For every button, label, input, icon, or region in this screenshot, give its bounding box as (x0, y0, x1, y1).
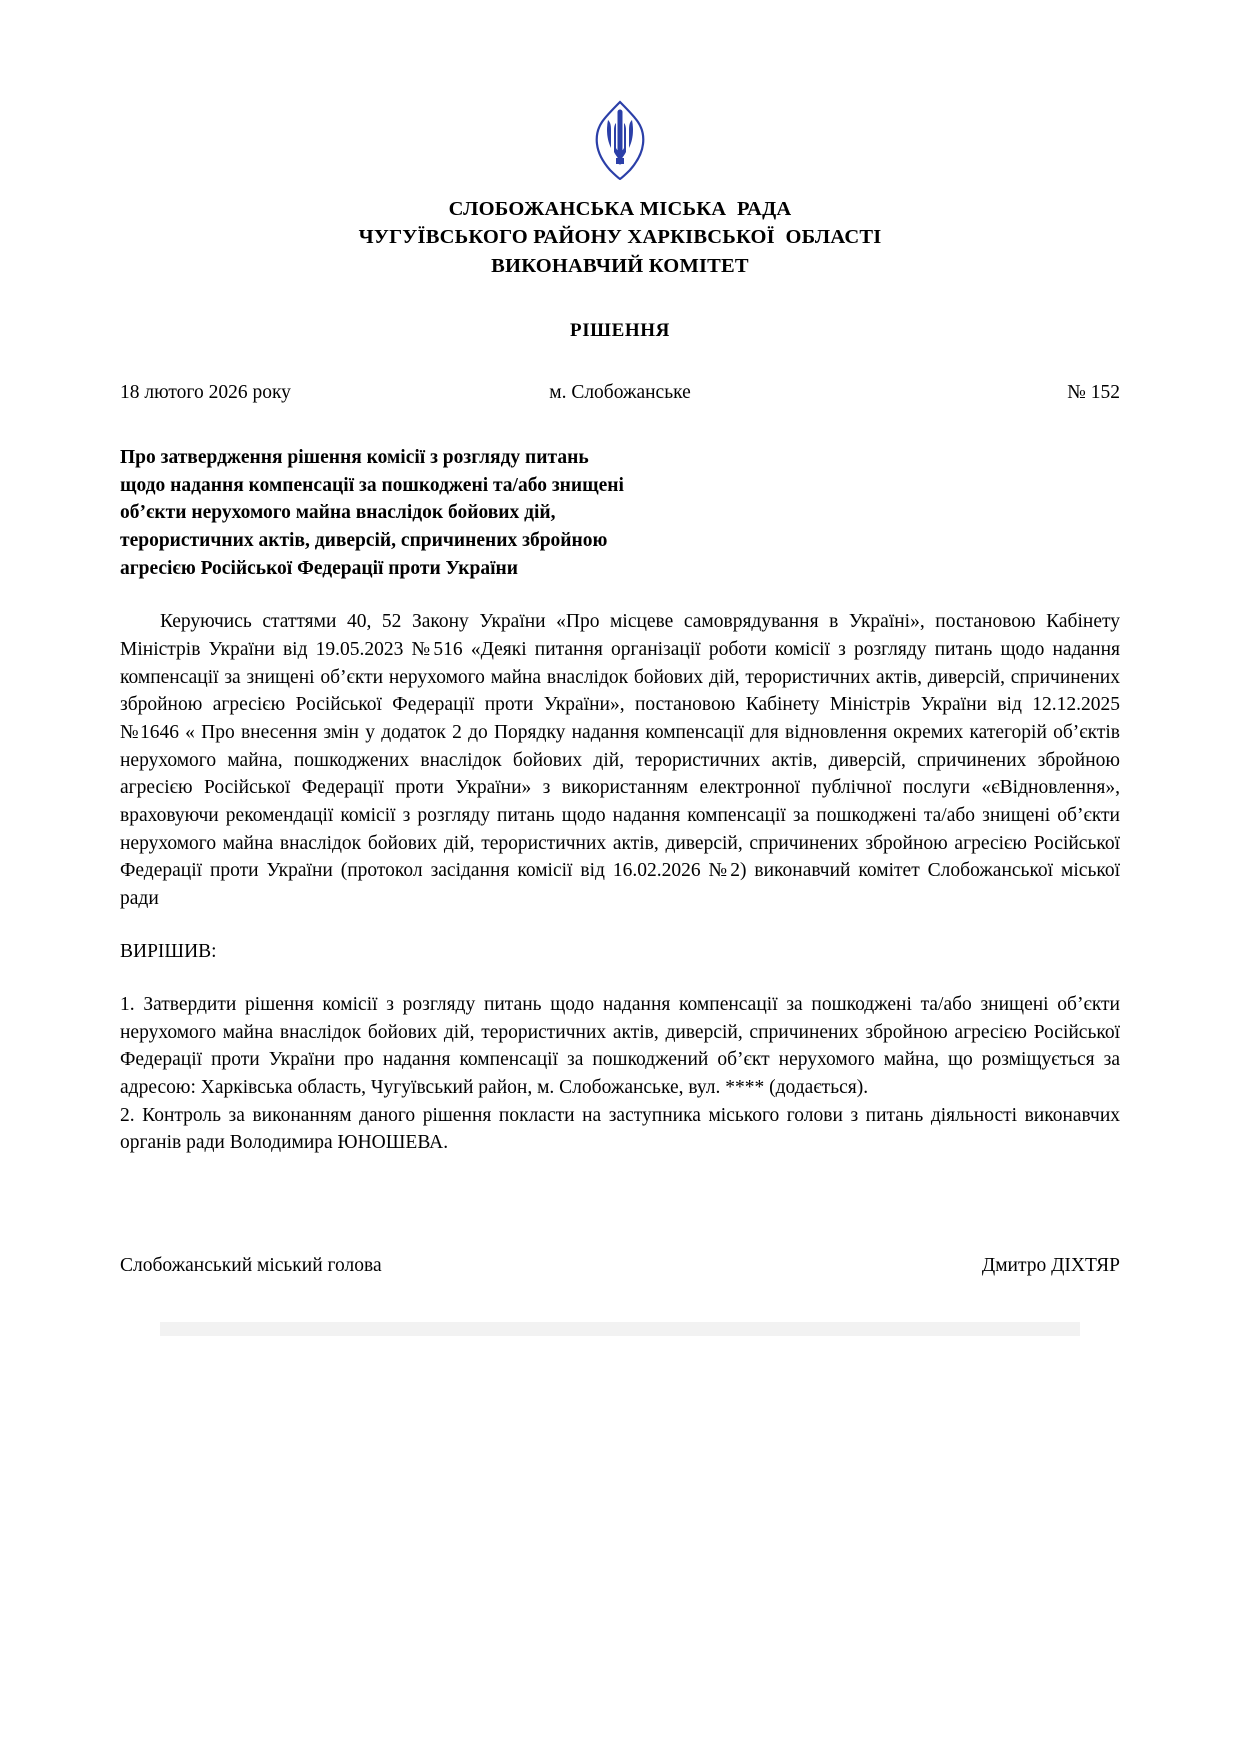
header-line-1: СЛОБОЖАНСЬКА МІСЬКА РАДА (448, 198, 792, 220)
signatory-position: Слобожанський міський голова (120, 1255, 382, 1276)
signature-block (120, 1255, 1120, 1277)
header-line-2: ЧУГУЇВСЬКОГО РАЙОНУ ХАРКІВСЬКОЇ ОБЛАСТІ (358, 226, 882, 249)
subject-line-5: агресією Російської Федерації проти України (120, 557, 518, 579)
subject-line-3: об’єкти нерухомого майна внаслідок бойових дій, (120, 502, 556, 524)
document-number: № 152 (1067, 381, 1120, 403)
decision-keyword: ВИРІШИВ: (120, 940, 217, 962)
document-type-title: РІШЕННЯ (569, 319, 671, 341)
emblem-container (120, 100, 1120, 185)
ukraine-trident-emblem (592, 100, 648, 180)
organization-header (120, 195, 1120, 280)
decision-item-2: 2. Контроль за виконанням даного рішення покласти на заступника міського голови з питань діяльності виконавчих органів ради Володимира ЮНОШЕВА. (120, 1104, 1120, 1154)
document-date: 18 лютого 2026 року (120, 381, 291, 403)
document-subject (120, 444, 1120, 582)
subject-line-1: Про затвердження рішення комісії з розгляду питань (120, 446, 589, 468)
page-bottom-strip (160, 1322, 1080, 1336)
header-line-3: ВИКОНАВЧИЙ КОМІТЕТ (491, 254, 749, 277)
document-place: м. Слобожанське (549, 381, 691, 403)
subject-line-4: терористичних актів, диверсій, спричинених збройною (120, 529, 608, 551)
document-meta-row (120, 382, 1120, 404)
preamble-paragraph: Керуючись статтями 40, 52 Закону України «Про місцеве самоврядування в Україні», постановою Кабінету Міністрів України від 19.05.2023 №516 «Деякі питання організації роботи комісії з розгляду питань щодо надання компенсації за знищені об’єкти нерухомого майна внаслідок бойових дій, терористичних актів, диверсій, спричинених збройною агресією Російської Федерації проти України», постановою Кабінету Міністрів України від 12.12.2025 №1646 « Про внесення змін у додаток 2 до Порядку надання компенсації для відновлення окремих категорій об’єктів нерухомого майна, пошкоджених внаслідок бойових дій, терористичних актів, диверсій, спричинених збройною агресією Російської Федерації проти України» з використанням електронної публічної послуги «єВідновлення», враховуючи рекомендації комісії з розгляду питань щодо надання компенсації за пошкоджені та/або знищені об’єкти нерухомого майна внаслідок бойових дій, терористичних актів, диверсій, спричинених збройною агресією Російської Федерації проти України (протокол засідання комісії від 16.02.2026 №2) виконавчий комітет Слобожанської міської ради (120, 611, 1120, 910)
signatory-name: Дмитро ДІХТЯР (981, 1255, 1120, 1276)
decision-item-1: 1. Затвердити рішення комісії з розгляду питань щодо надання компенсації за пошкоджені та/або знищені об’єкти нерухомого майна внаслідок бойових дій, терористичних актів, диверсій, спричинених збройною агресією Російської Федерації проти України про надання компенсації за пошкоджений об’єкт нерухомого майна, що розміщується за адресою: Харківська область, Чугуївський район, м. Слобожанське, вул. **** (додається). (120, 993, 1120, 1098)
subject-line-2: щодо надання компенсації за пошкоджені та/або знищені (120, 474, 624, 496)
